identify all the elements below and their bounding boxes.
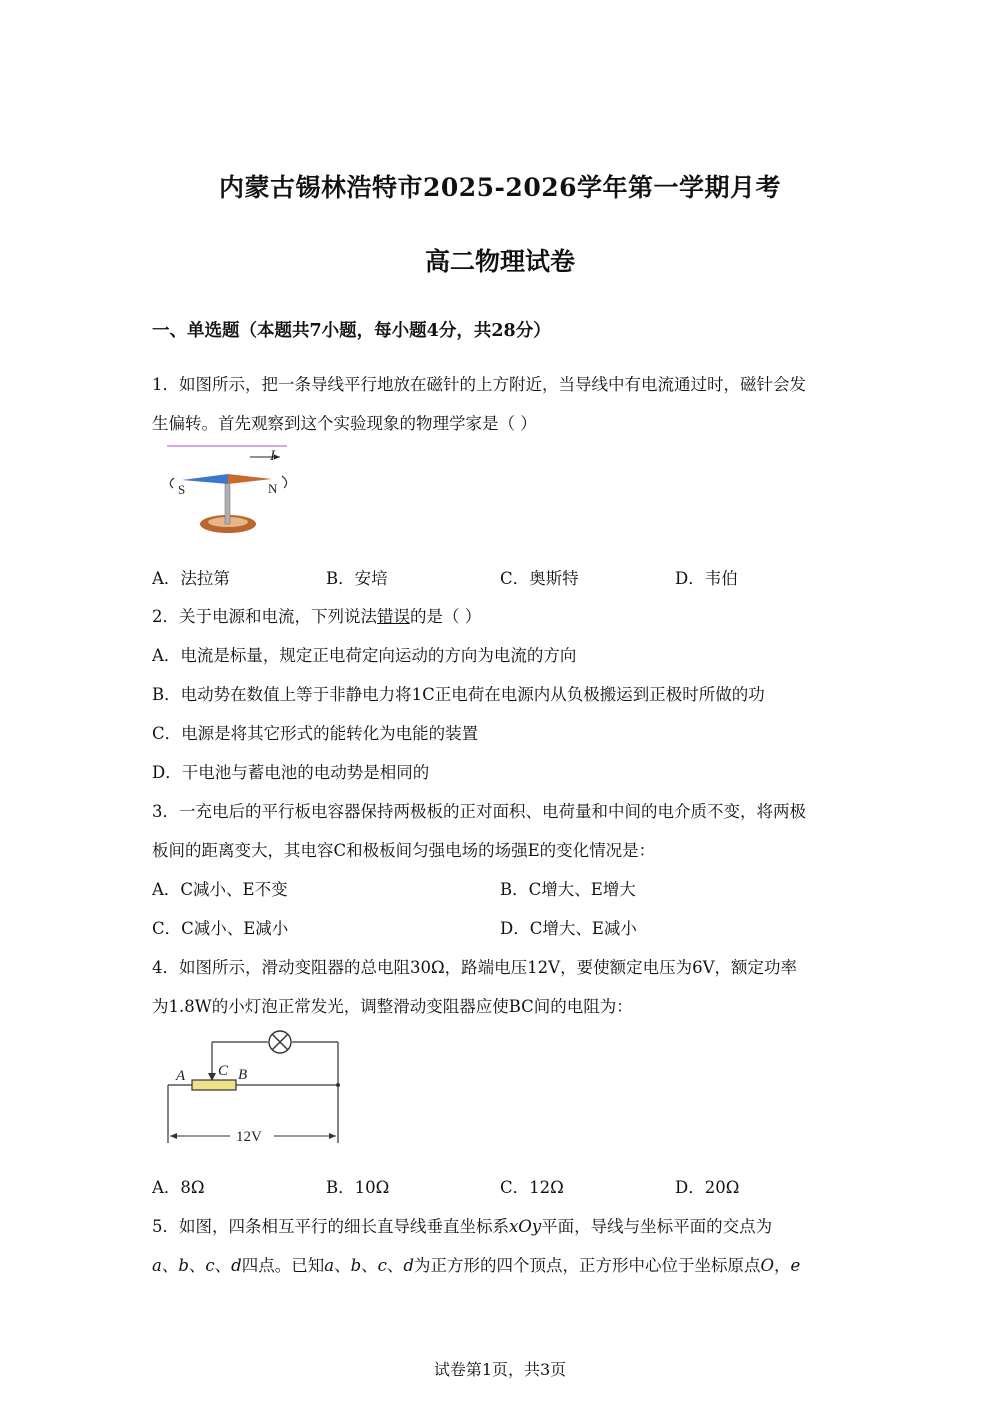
q3-stem-line2: 板间的距离变大，其电容C和极板间匀强电场的场强E的变化情况是： xyxy=(152,841,656,860)
q4-stem-line1: 4．如图所示，滑动变阻器的总电阻30Ω，路端电压12V，要使额定电压为6V，额定功率 xyxy=(152,958,797,977)
circuit-figure xyxy=(160,1025,360,1155)
needle-north-half xyxy=(228,474,272,484)
q2-option-c: C．电源是将其它形式的能转化为电能的装置 xyxy=(152,724,479,743)
q1-stem-line2: 生偏转。首先观察到这个实验现象的物理学家是（ ） xyxy=(152,414,537,433)
q2-option-d: D．干电池与蓄电池的电动势是相同的 xyxy=(152,763,430,782)
q1-option-b: B．安培 xyxy=(326,569,388,588)
q2-option-a: A．电流是标量，规定正电荷定向运动的方向为电流的方向 xyxy=(152,646,577,665)
current-label: I xyxy=(270,448,275,464)
voltage-label: 12V xyxy=(236,1129,262,1145)
compass-stand xyxy=(225,480,230,524)
q5-stem-line1: 5．如图，四条相互平行的细长直导线垂直坐标系xOy平面，导线与坐标平面的交点为 xyxy=(152,1217,773,1236)
s-label: S xyxy=(178,482,186,497)
compass-needle-figure xyxy=(162,440,302,540)
q1-option-c: C．奥斯特 xyxy=(500,569,579,588)
label-a: A xyxy=(176,1068,186,1084)
q3-option-a: A．C减小、E不变 xyxy=(152,880,288,899)
q3-stem-line1: 3．一充电后的平行板电容器保持两极板的正对面积、电荷量和中间的电介质不变，将两极 xyxy=(152,802,806,821)
q4-option-d: D．20Ω xyxy=(675,1178,740,1197)
q5-stem-line2: a、b、c、d四点。已知a、b、c、d为正方形的四个顶点，正方形中心位于坐标原点O，e xyxy=(152,1256,801,1275)
n-label: N xyxy=(268,481,278,496)
q3-option-b: B．C增大、E增大 xyxy=(500,880,636,899)
label-b: B xyxy=(238,1067,248,1083)
q4-option-a: A．8Ω xyxy=(152,1178,205,1197)
section-heading: 一、单选题（本题共7小题，每小题4分，共28分） xyxy=(152,321,551,341)
q3-option-c: C．C减小、E减小 xyxy=(152,919,289,938)
q2-stem: 2．关于电源和电流，下列说法错误的是（ ） xyxy=(152,607,482,626)
page-footer: 试卷第1页，共3页 xyxy=(433,1360,567,1379)
exam-title: 内蒙古锡林浩特市2025-2026学年第一学期月考 xyxy=(218,173,782,202)
label-c: C xyxy=(218,1063,229,1079)
q4-stem-line2: 为1.8W的小灯泡正常发光，调整滑动变阻器应使BC间的电阻为： xyxy=(152,997,633,1016)
q2-emphasis: 错误 xyxy=(377,607,410,626)
q2-option-b: B．电动势在数值上等于非静电力将1C正电荷在电源内从负极搬运到正极时所做的功 xyxy=(152,685,765,704)
q1-option-a: A．法拉第 xyxy=(152,569,230,588)
q3-option-d: D．C增大、E减小 xyxy=(500,919,637,938)
q1-stem-line1: 1．如图所示，把一条导线平行地放在磁针的上方附近，当导线中有电流通过时，磁针会发 xyxy=(152,375,806,394)
rheostat xyxy=(192,1080,236,1090)
q4-option-c: C．12Ω xyxy=(500,1178,564,1197)
exam-subtitle: 高二物理试卷 xyxy=(424,247,575,276)
q1-option-d: D．韦伯 xyxy=(675,569,738,588)
q4-option-b: B．10Ω xyxy=(326,1178,390,1197)
needle-south-half xyxy=(182,474,228,484)
